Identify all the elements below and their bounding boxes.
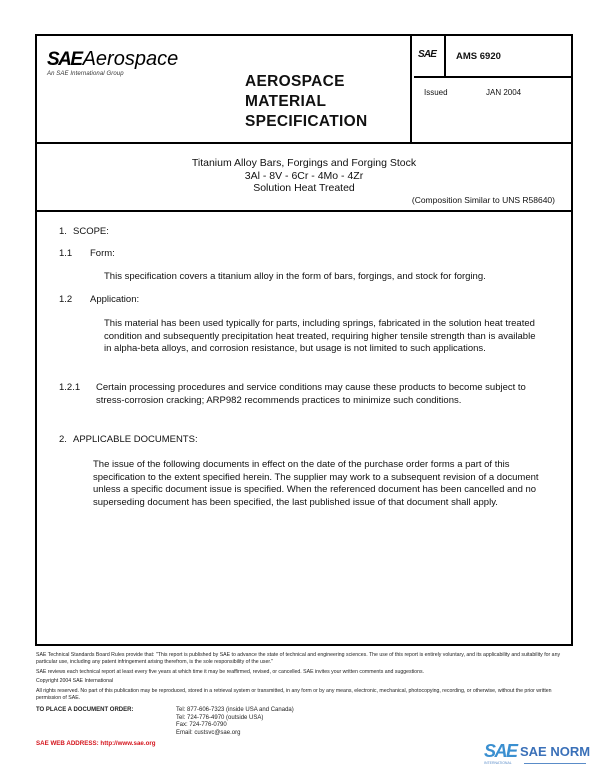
title-box [37,144,571,212]
spec-number: AMS 6920 [456,51,501,62]
section-title: Application: [90,294,140,305]
title-line: 3Al - 8V - 6Cr - 4Mo - 4Zr [244,169,364,182]
doc-type-line: MATERIAL [245,93,327,110]
footer-notices [36,652,576,704]
sae-aerospace-logo [47,48,178,77]
copyright-notice: Copyright 2004 SAE International [36,678,113,684]
contact-line: Fax: 724-776-0790 [176,722,227,728]
paragraph: This material has been used typically for parts, including springs, fabricated in the solution heat treated condition and subsequently precipitation heat treated, requiring higher tensile strength than is available in alpha-beta alloys, and corrosion resistance, but usage is not limited to such applications. [104,318,536,354]
web-url-link[interactable]: http://www.sae.org [100,740,156,747]
section-heading [59,226,109,239]
logo-name: Aerospace [82,48,179,70]
doc-type-line: AEROSPACE [245,73,345,90]
composition-note: (Composition Similar to UNS R58640) [411,195,555,205]
rights-notice: All rights reserved. No part of this publication may be reproduced, stored in a retrieval system or transmitted, in any form or by any means, electronic, mechanical, photocopying, recording, or otherwise, without the prior written permission of SAE. [36,687,552,701]
section-number: 1.2 [59,294,73,305]
rules-notice: SAE Technical Standards Board Rules provide that: "This report is published by SAE to advance the state of technical and engineering sciences. The use of this report is entirely voluntary, and its applicability and suitability for any particular use, including any patent infringement arising therefrom, is the sole responsibility of the user." [36,652,561,665]
section-title: SCOPE: [73,226,109,237]
title-line: Solution Heat Treated [253,182,355,194]
sae-mark-cell [414,36,446,76]
order-contacts [176,707,376,737]
issued-label: Issued [424,88,448,97]
section-heading [59,434,198,447]
sae-norm-watermark [484,741,594,771]
logo-subtitle: An SAE International Group [47,71,124,77]
doc-type-line: SPECIFICATION [245,113,368,130]
header-right [414,36,571,142]
logo-brand: SAE [47,49,82,70]
sae-mark-icon: SAE [418,49,437,60]
section-heading [59,248,115,261]
contact-line: Tel: 877-606-7323 (inside USA and Canada) [176,707,294,713]
header [37,36,571,144]
contact-line: Tel: 724-776-4970 (outside USA) [176,714,264,721]
watermark-text: SAE NORM [520,744,591,759]
watermark-divider [524,763,586,764]
web-label: SAE WEB ADDRESS: [36,740,99,747]
header-left [37,36,412,142]
review-notice: SAE reviews each technical report at least every five years at which time it may be reaffirmed, revised, or cancelled. SAE invites your written comments and suggestions. [36,668,424,675]
section-heading [59,294,140,307]
order-label: TO PLACE A DOCUMENT ORDER: [36,707,134,713]
paragraph: The issue of the following documents in effect on the date of the purchase order forms a part of this specification to the extent specified herein. The supplier may work to a subsequent revision of a document unless a specific document issue is specified. When the referenced document has been cancelled and no superseding document has been specified, the last published issue of that document shall apply. [93,459,539,508]
document-type [245,72,367,132]
watermark-subtitle: INTERNATIONAL [484,761,512,765]
issued-date: JAN 2004 [486,88,522,97]
section-title: APPLICABLE DOCUMENTS: [73,434,198,445]
section-number: 2. [59,434,67,445]
sae-watermark-icon: SAE [484,741,517,761]
section-number: 1.2.1 [59,382,81,393]
section-number: 1. [59,226,67,237]
section-item [59,382,545,406]
web-address [36,740,156,747]
spec-number-row [414,36,571,78]
section-number: 1.1 [59,248,73,259]
contact-email[interactable]: Email: custsvc@sae.org [176,729,241,736]
paragraph: This specification covers a titanium alloy in the form of bars, forgings, and stock for forging. [104,271,486,282]
section-title: Form: [90,248,115,259]
title-line: Titanium Alloy Bars, Forgings and Forging Stock [191,157,417,169]
section-text: Certain processing procedures and service conditions may cause these products to become subject to stress-corrosion cracking; ARP982 recommends practices to minimize such conditions. [96,382,526,406]
document-frame [35,34,573,646]
